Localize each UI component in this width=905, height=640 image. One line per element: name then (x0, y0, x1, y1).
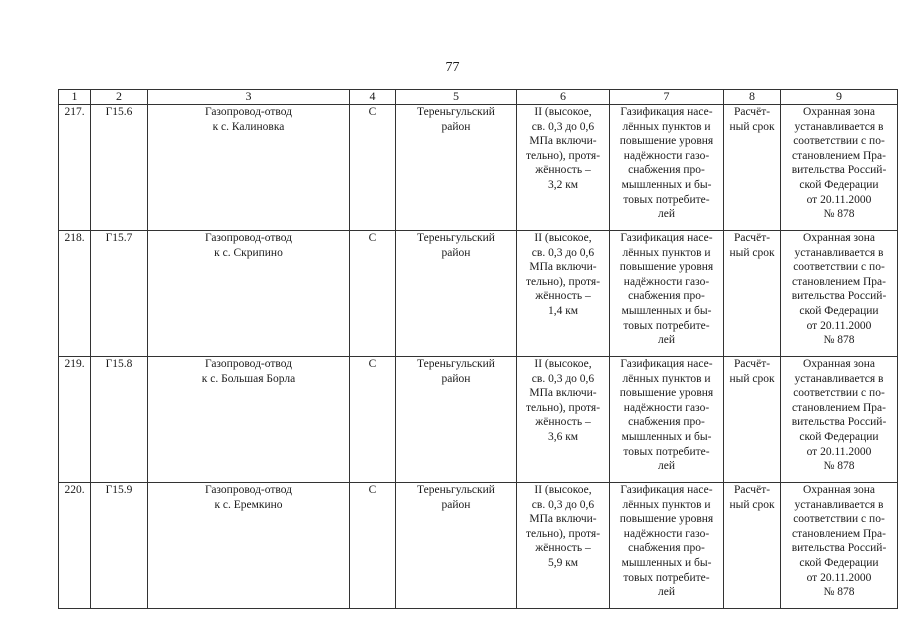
object-characteristics: II (высокое, св. 0,3 до 0,6 МПа включи- тельно), протя- жённость – 3,2 км (517, 105, 610, 231)
column-header: 9 (781, 90, 898, 105)
column-header: 8 (724, 90, 781, 105)
object-purpose: Газификация насе- лённых пунктов и повышение уровня надёжности газо- снабжения про- мышленных и бы- товых потребите- лей (610, 231, 724, 357)
object-term: Расчёт- ный срок (724, 483, 781, 609)
objects-table (58, 89, 898, 609)
object-district: Тереньгульский район (396, 483, 517, 609)
object-characteristics: II (высокое, св. 0,3 до 0,6 МПа включи- тельно), протя- жённость – 1,4 км (517, 231, 610, 357)
object-zone: Охранная зона устанавливается в соответствии с по- становлением Пра- вительства Россий- ской Федерации от 20.11.2000 № 878 (781, 483, 898, 609)
object-purpose: Газификация насе- лённых пунктов и повышение уровня надёжности газо- снабжения про- мышленных и бы- товых потребите- лей (610, 357, 724, 483)
column-header: 4 (350, 90, 396, 105)
row-number: 220. (59, 483, 91, 609)
object-purpose: Газификация насе- лённых пунктов и повышение уровня надёжности газо- снабжения про- мышленных и бы- товых потребите- лей (610, 483, 724, 609)
column-header: 7 (610, 90, 724, 105)
object-district: Тереньгульский район (396, 231, 517, 357)
column-header: 2 (91, 90, 148, 105)
object-status: С (350, 105, 396, 231)
object-code: Г15.9 (91, 483, 148, 609)
column-header: 5 (396, 90, 517, 105)
object-status: С (350, 231, 396, 357)
object-name: Газопровод-отвод к с. Скрипино (148, 231, 350, 357)
object-status: С (350, 357, 396, 483)
object-zone: Охранная зона устанавливается в соответствии с по- становлением Пра- вительства Россий- ской Федерации от 20.11.2000 № 878 (781, 105, 898, 231)
object-term: Расчёт- ный срок (724, 105, 781, 231)
column-header: 6 (517, 90, 610, 105)
object-code: Г15.6 (91, 105, 148, 231)
row-number: 218. (59, 231, 91, 357)
object-zone: Охранная зона устанавливается в соответствии с по- становлением Пра- вительства Россий- ской Федерации от 20.11.2000 № 878 (781, 231, 898, 357)
object-name: Газопровод-отвод к с. Еремкино (148, 483, 350, 609)
object-code: Г15.8 (91, 357, 148, 483)
object-term: Расчёт- ный срок (724, 357, 781, 483)
table-row (59, 231, 898, 357)
object-status: С (350, 483, 396, 609)
object-characteristics: II (высокое, св. 0,3 до 0,6 МПа включи- тельно), протя- жённость – 3,6 км (517, 357, 610, 483)
object-characteristics: II (высокое, св. 0,3 до 0,6 МПа включи- тельно), протя- жённость – 5,9 км (517, 483, 610, 609)
object-code: Г15.7 (91, 231, 148, 357)
table-row (59, 357, 898, 483)
row-number: 219. (59, 357, 91, 483)
header-row (59, 90, 898, 105)
page-number: 77 (445, 60, 460, 75)
row-number: 217. (59, 105, 91, 231)
object-district: Тереньгульский район (396, 357, 517, 483)
object-zone: Охранная зона устанавливается в соответствии с по- становлением Пра- вительства Россий- ской Федерации от 20.11.2000 № 878 (781, 357, 898, 483)
object-district: Тереньгульский район (396, 105, 517, 231)
object-purpose: Газификация насе- лённых пунктов и повышение уровня надёжности газо- снабжения про- мышленных и бы- товых потребите- лей (610, 105, 724, 231)
table-row (59, 483, 898, 609)
table-row (59, 105, 898, 231)
column-header: 1 (59, 90, 91, 105)
object-name: Газопровод-отвод к с. Большая Борла (148, 357, 350, 483)
column-header: 3 (148, 90, 350, 105)
object-term: Расчёт- ный срок (724, 231, 781, 357)
object-name: Газопровод-отвод к с. Калиновка (148, 105, 350, 231)
